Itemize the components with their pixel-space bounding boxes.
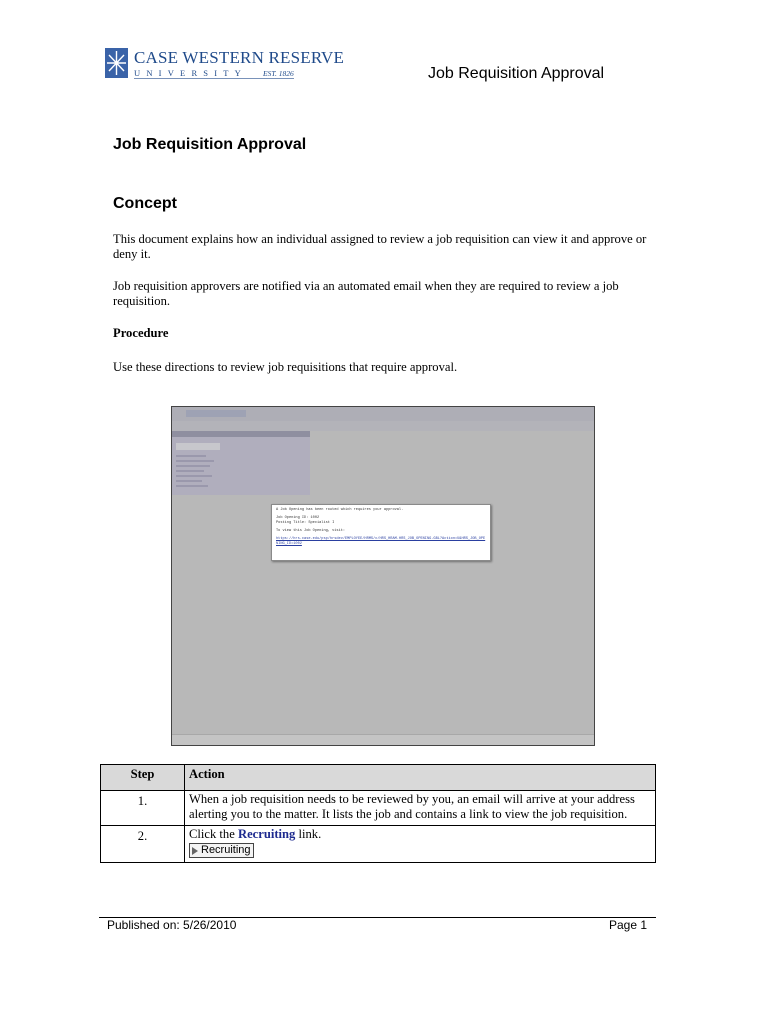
email-line: Posting Title: Specialist I	[276, 521, 335, 525]
action-text: Click the	[189, 827, 238, 841]
concept-heading: Concept	[113, 195, 177, 212]
page-number: Page 1	[609, 918, 648, 932]
email-line: To view this Job Opening, visit:	[276, 529, 346, 533]
concept-paragraph-2: Job requisition approvers are notified via an automated email when they are required to review a job requisition.	[113, 279, 619, 308]
concept-paragraph-1: This document explains how an individual assigned to review a job requisition can view it and approve or deny it.	[113, 232, 647, 261]
university-logo	[105, 46, 345, 82]
step-column-header: Step	[101, 765, 185, 791]
recruiting-link-button[interactable]	[189, 843, 254, 858]
recruiting-link-text: Recruiting	[237, 827, 296, 841]
step-number: 1.	[101, 791, 185, 826]
screenshot-sidebar-item	[176, 460, 214, 462]
action-text: link.	[295, 827, 322, 841]
step-action	[185, 826, 656, 863]
step-number: 2.	[101, 826, 185, 863]
email-screenshot	[171, 406, 595, 746]
screenshot-status-bar	[172, 734, 594, 745]
table-row	[101, 791, 656, 826]
email-line: A Job Opening has been routed which requires your approval.	[276, 508, 404, 512]
shield-icon	[105, 48, 128, 78]
step-action: When a job requisition needs to be reviewed by you, an email will arrive at your address alerting you to the matter. It lists the job and contains a link to view the job requisition.	[185, 791, 656, 826]
screenshot-sidebar-item	[176, 465, 210, 467]
screenshot-sidebar-item	[176, 480, 202, 482]
logo-subtitle: UNIVERSITY	[134, 68, 247, 78]
screenshot-sidebar-field	[176, 443, 220, 450]
logo-established: EST. 1826	[263, 69, 294, 78]
procedure-paragraph: Use these directions to review job requisitions that require approval.	[113, 360, 458, 374]
screenshot-sidebar-item	[176, 475, 212, 477]
screenshot-sidebar-title	[172, 431, 310, 437]
screenshot-header-bar	[172, 407, 594, 421]
table-header-row	[101, 765, 656, 791]
table-row	[101, 826, 656, 863]
logo-wordmark: CASE WESTERN RESERVE	[134, 48, 345, 67]
expand-triangle-icon	[192, 847, 198, 855]
email-link[interactable]: https://hrs.case.edu/psp/hrsdev/EMPLOYEE/HRMS/c/HRS_HRAM.HRS_JOB_OPENING.GBL?Action=U&HRS_JOB_OPENING_ID=1002	[276, 537, 486, 546]
screenshot-logo	[186, 410, 246, 417]
header-title: Job Requisition Approval	[428, 65, 605, 82]
screenshot-sidebar-item	[176, 485, 208, 487]
procedure-heading: Procedure	[113, 326, 169, 340]
steps-table	[100, 764, 656, 863]
recruiting-button-label: Recruiting	[201, 844, 251, 856]
action-column-header: Action	[185, 765, 656, 791]
document-title: Job Requisition Approval	[113, 136, 307, 153]
email-line: Job Opening ID: 1002	[276, 516, 320, 520]
screenshot-sidebar-item	[176, 455, 206, 457]
screenshot-sidebar-item	[176, 470, 204, 472]
email-message	[271, 504, 491, 561]
screenshot-toolbar	[172, 421, 594, 431]
logo-divider	[134, 78, 294, 79]
published-date: Published on: 5/26/2010	[107, 918, 237, 932]
